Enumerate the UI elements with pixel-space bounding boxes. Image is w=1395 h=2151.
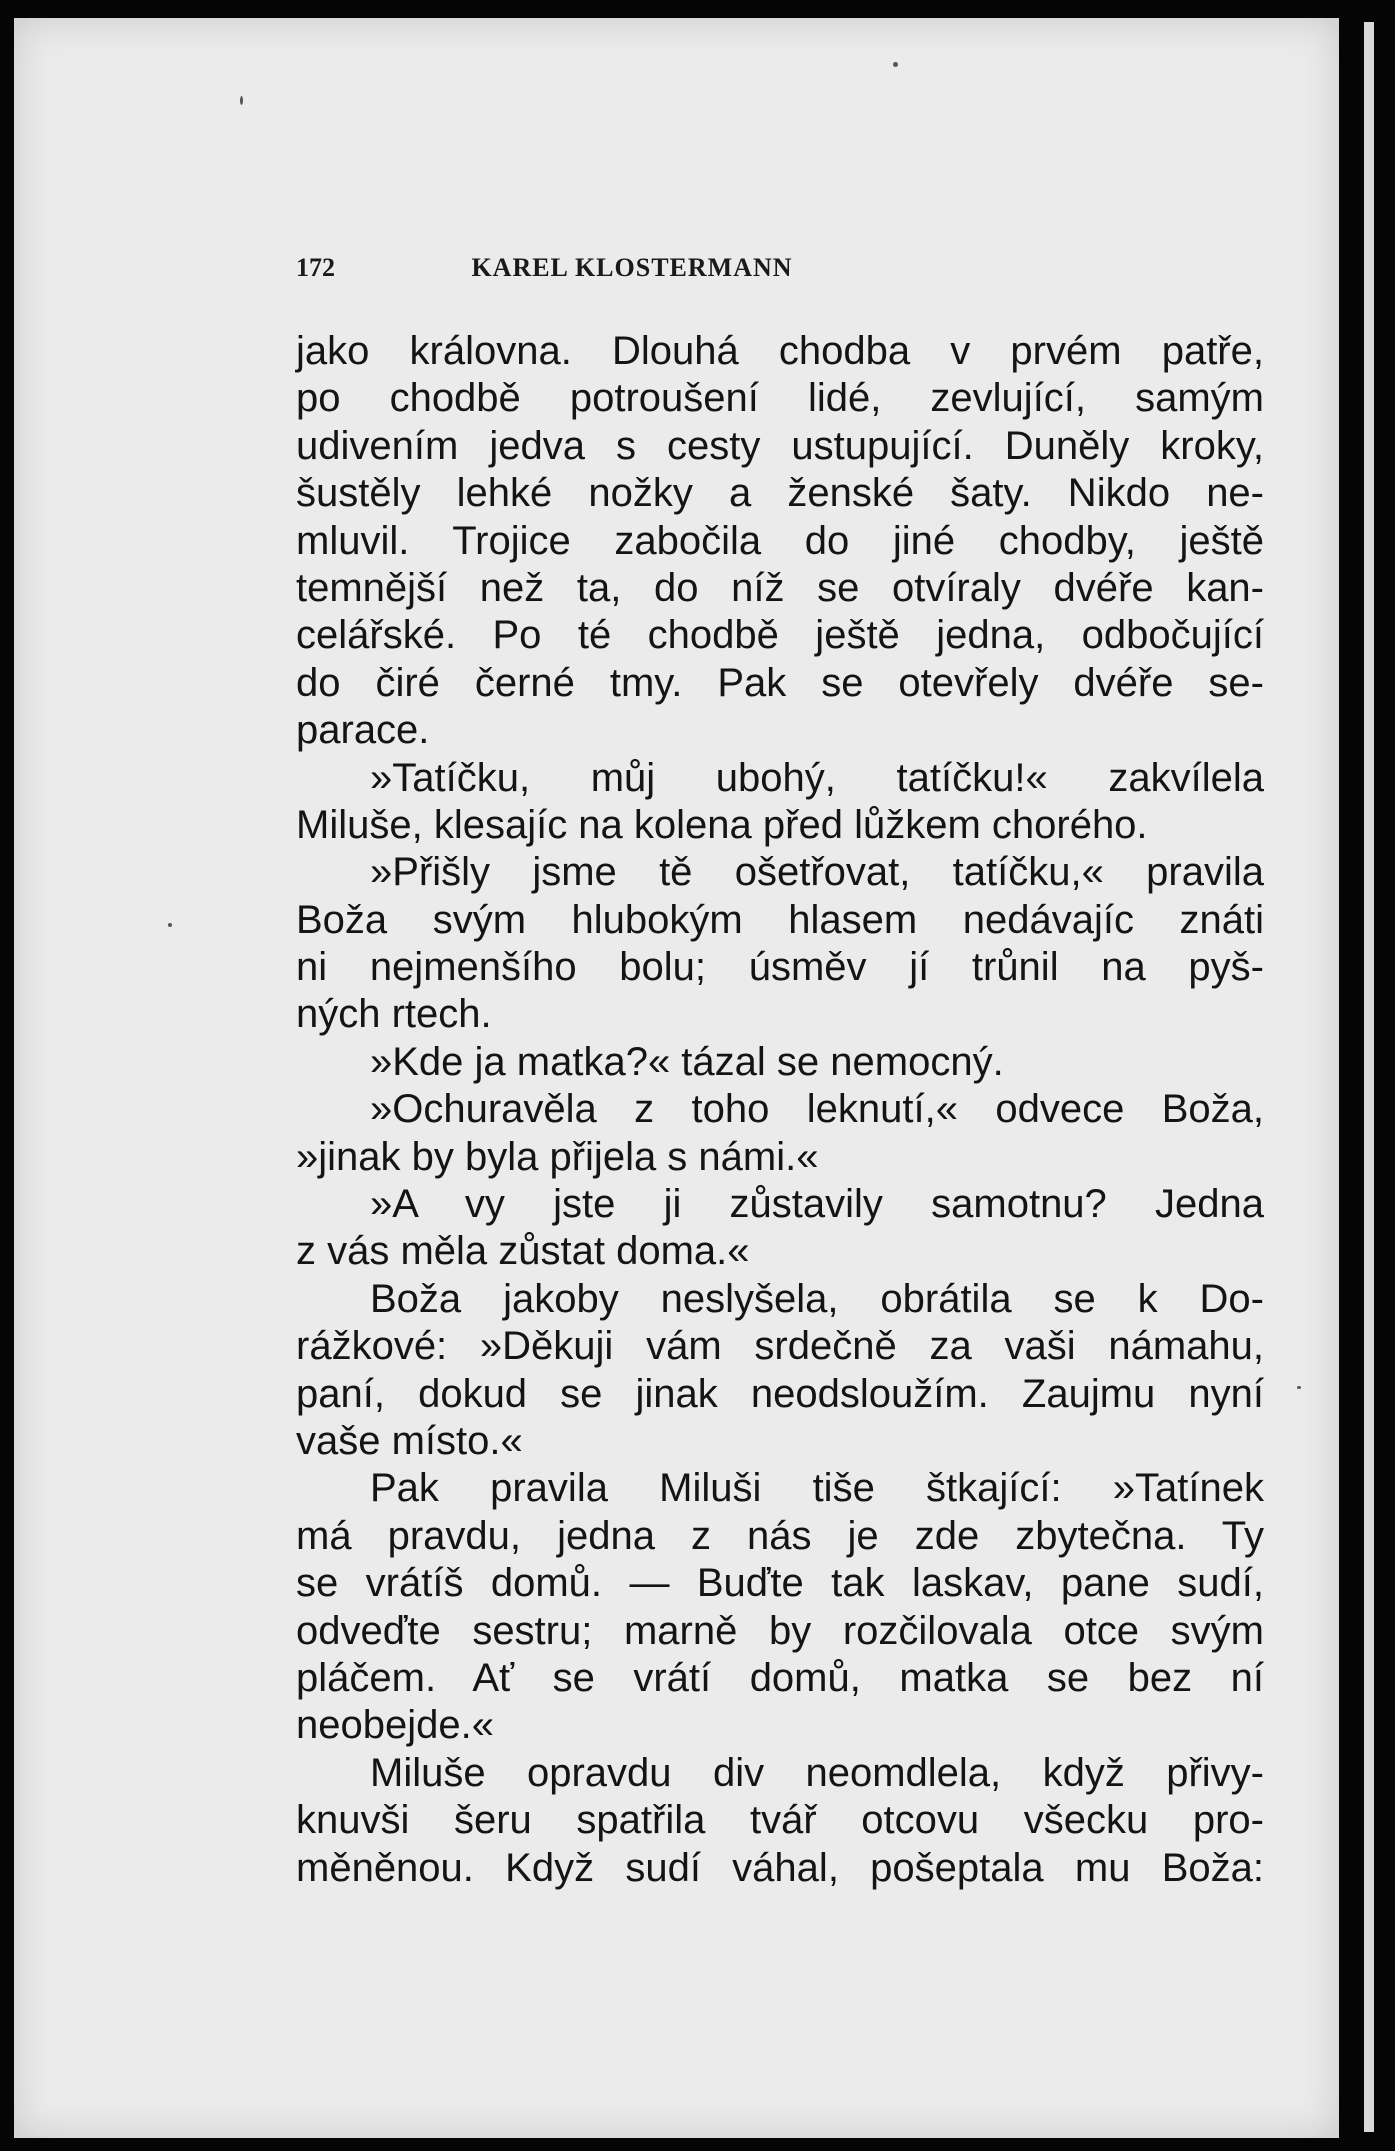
text-line: Boža jakoby neslyšela, obrátila se k Do- (370, 1276, 1264, 1321)
text-line: »jinak by byla přijela s námi.« (296, 1134, 819, 1179)
text-line: udivením jedva s cesty ustupující. Duněly kroky, (296, 423, 1264, 468)
text-line: jako královna. Dlouhá chodba v prvém patře, (296, 329, 1264, 373)
text-line: »Přišly jsme tě ošetřovat, tatíčku,« pravila (370, 850, 1264, 895)
text-line: ni nejmenšího bolu; úsměv jí trůnil na pyš- (296, 945, 1264, 990)
body-text (296, 328, 1264, 1892)
page-header (296, 253, 968, 289)
text-line: Miluše, klesajíc na kolena před lůžkem chorého. (296, 802, 1148, 847)
text-line: celářské. Po té chodbě ještě jedna, odbočující (296, 613, 1264, 658)
text-line: Boža svým hlubokým hlasem nedávajíc znáti (296, 897, 1264, 942)
text-line: neobejde.« (296, 1703, 494, 1748)
text-line: »Kde ja matka?« tázal se nemocný. (370, 1039, 1004, 1084)
text-line: »Ochuravěla z toho leknutí,« odvece Boža, (370, 1087, 1264, 1132)
text-line: »A vy jste ji zůstavily samotnu? Jedna (370, 1182, 1264, 1227)
text-line: paní, dokud se jinak neodsloužím. Zaujmu nyní (296, 1371, 1264, 1416)
text-line: se vrátíš domů. — Buďte tak laskav, pane sudí, (296, 1561, 1264, 1606)
text-line: pláčem. Ať se vrátí domů, matka se bez ní (296, 1655, 1264, 1700)
dust-speck (240, 96, 243, 105)
text-line: měněnou. Když sudí váhal, pošeptala mu Boža: (296, 1845, 1264, 1890)
text-line: do čiré černé tmy. Pak se otevřely dvéře se- (296, 660, 1264, 705)
text-line: Miluše opravdu div neomdlela, když přivy- (370, 1750, 1264, 1795)
text-line: má pravdu, jedna z nás je zde zbytečna. Ty (296, 1513, 1264, 1558)
text-line: »Tatíčku, můj ubohý, tatíčku!« zakvílela (370, 755, 1264, 800)
text-line: knuvši šeru spatřila tvář otcovu všecku pro- (296, 1798, 1264, 1843)
dust-speck (893, 62, 898, 67)
dust-speck (1297, 1386, 1301, 1389)
text-line: Pak pravila Miluši tiše štkající: »Tatínek (370, 1466, 1264, 1511)
text-line: parace. (296, 708, 430, 753)
text-line: odveďte sestru; marně by rozčilovala otce svým (296, 1608, 1264, 1653)
text-line: temnější než ta, do níž se otvíraly dvéře kan- (296, 565, 1264, 610)
text-line: ných rtech. (296, 992, 492, 1037)
text-line: po chodbě potroušení lidé, zevlující, samým (296, 376, 1264, 421)
running-head: KAREL KLOSTERMANN (471, 253, 793, 282)
text-line: mluvil. Trojice zabočila do jiné chodby, ještě (296, 518, 1264, 563)
dust-speck (168, 923, 172, 927)
page-number: 172 (296, 253, 335, 282)
page-edge (1364, 22, 1374, 2132)
text-line: z vás měla zůstat doma.« (296, 1229, 750, 1274)
text-line: rážkové: »Děkuji vám srdečně za vaši námahu, (296, 1324, 1264, 1369)
text-line: vaše místo.« (296, 1418, 523, 1463)
text-line: šustěly lehké nožky a ženské šaty. Nikdo ne- (296, 471, 1264, 516)
